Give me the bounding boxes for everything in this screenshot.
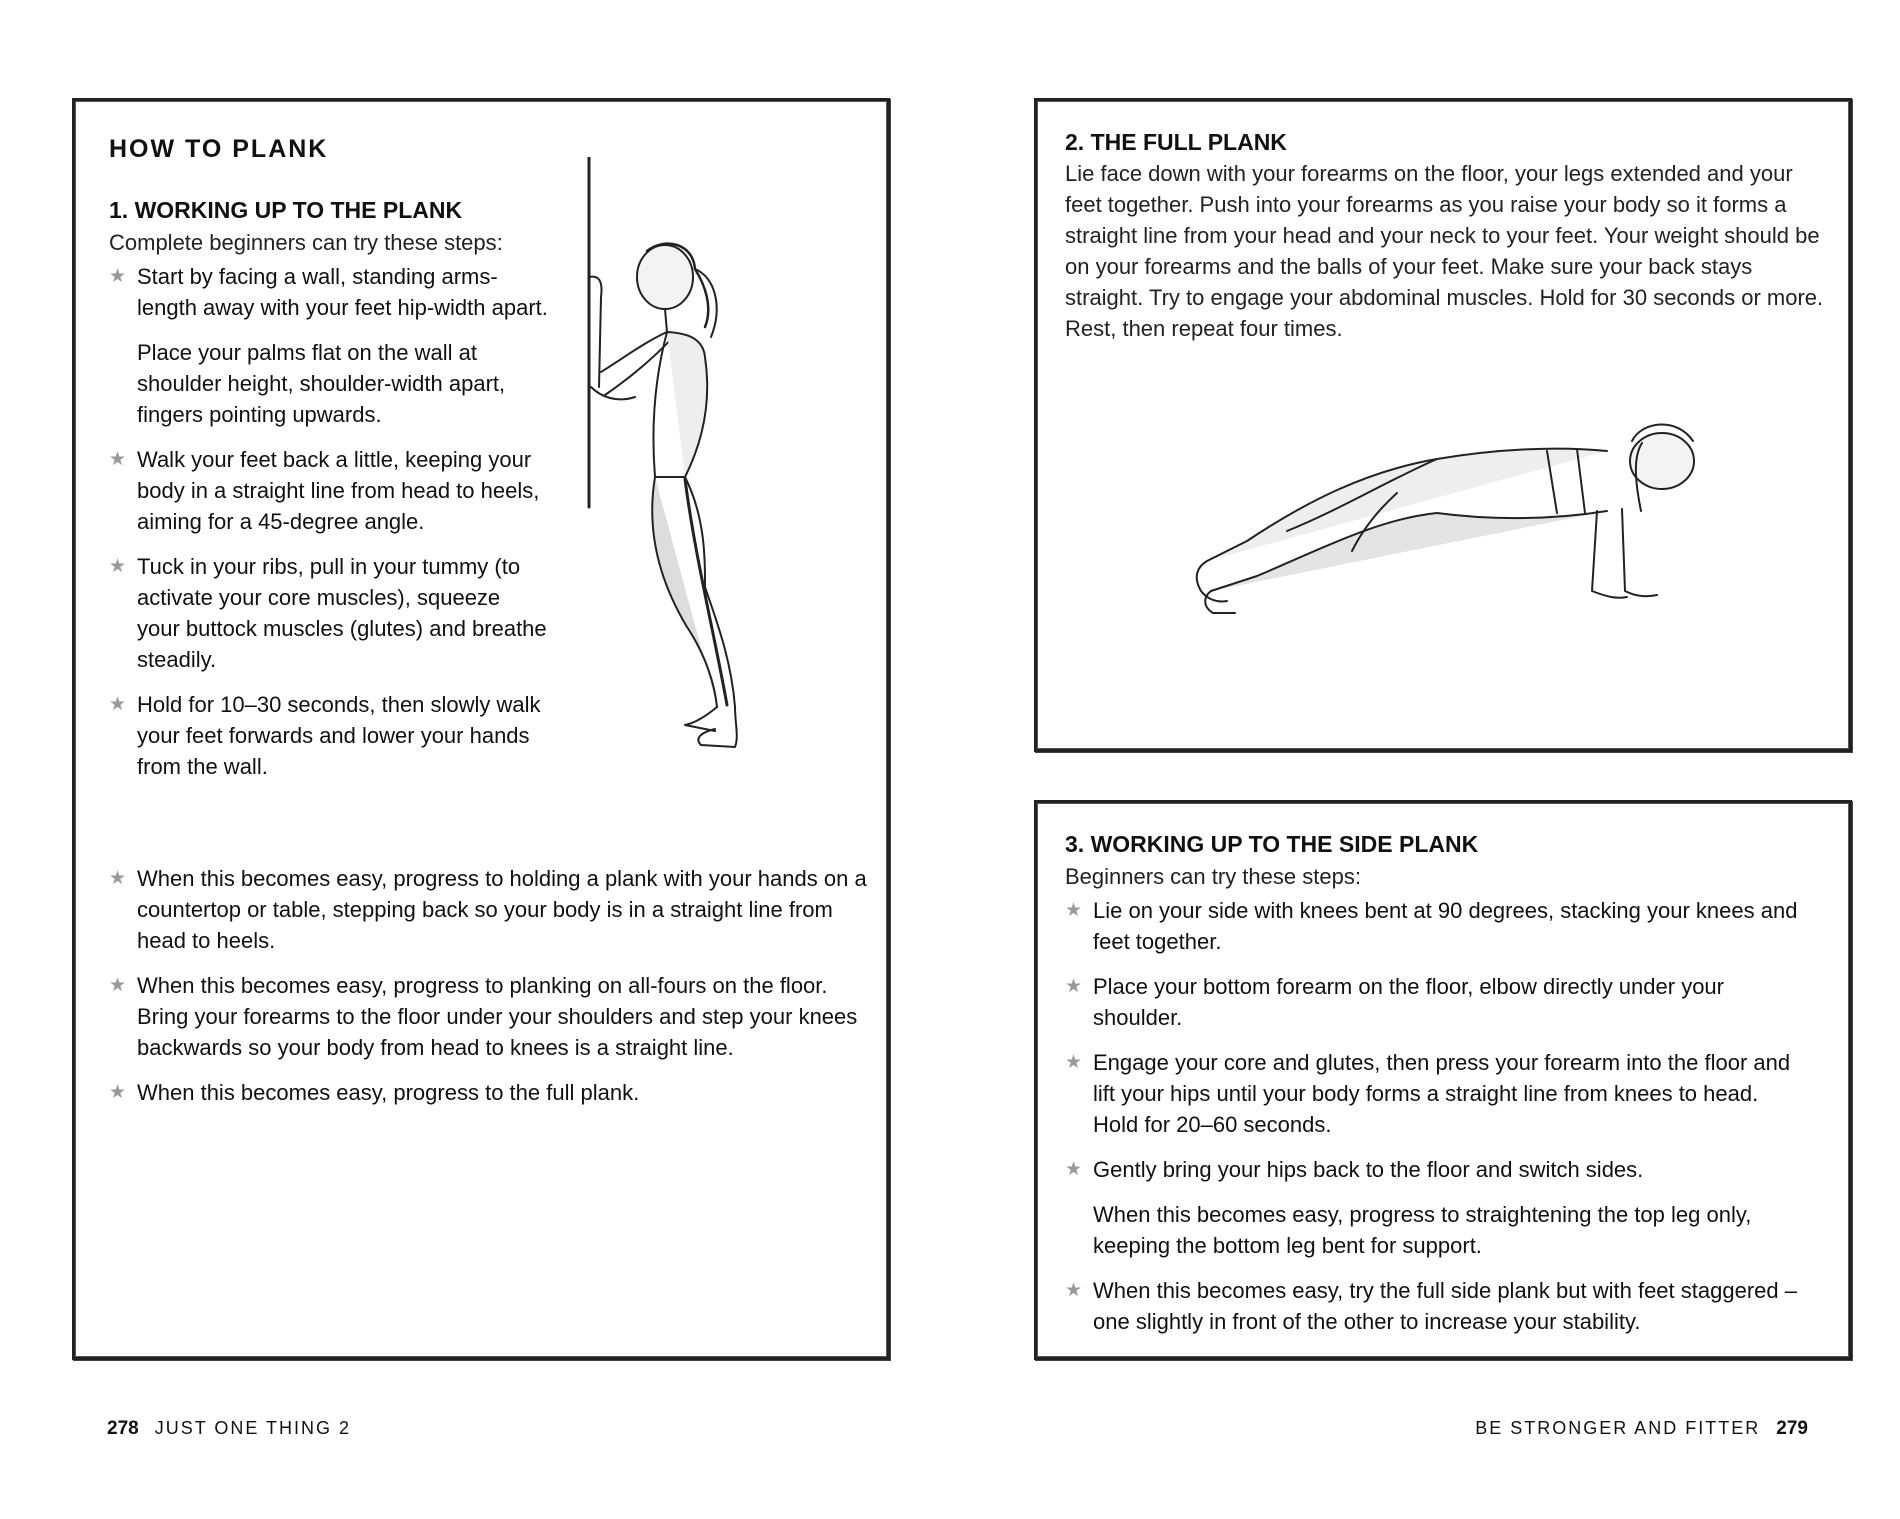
list-item: ★ When this becomes easy, progress to planking on all-fours on the floor. Bring your forearms to the floor under your shoulders and step your knees backwards so your body from head to knees is a straight line. xyxy=(109,970,869,1063)
footer-right xyxy=(1475,1418,1808,1440)
list-item: ★ Walk your feet back a little, keeping your body in a straight line from head to heels, aiming for a 45-degree angle. xyxy=(109,444,549,537)
list-item: ★ Hold for 10–30 seconds, then slowly walk your feet forwards and lower your hands from the wall. xyxy=(109,689,549,782)
wall-plank-illustration xyxy=(555,157,815,777)
list-item: ★ Engage your core and glutes, then press your forearm into the floor and lift your hips until your body forms a straight line from knees to head. Hold for 20–60 seconds. xyxy=(1065,1047,1805,1140)
section1-steps-continued xyxy=(109,863,869,1122)
star-icon: ★ xyxy=(109,556,127,577)
list-item: ★ Gently bring your hips back to the floor and switch sides. xyxy=(1065,1154,1805,1185)
list-item: ★ Start by facing a wall, standing arms-length away with your feet hip-width apart. xyxy=(109,261,549,323)
star-icon: ★ xyxy=(1065,1280,1083,1301)
list-item: ★ When this becomes easy, progress to the full plank. xyxy=(109,1077,869,1108)
star-icon: ★ xyxy=(109,266,127,287)
section3-steps xyxy=(1065,895,1805,1351)
section1-heading: 1. WORKING UP TO THE PLANK xyxy=(109,197,463,223)
section-side-plank xyxy=(1065,831,1825,892)
page-number-left: 278 xyxy=(107,1418,139,1439)
section1-intro: Complete beginners can try these steps: xyxy=(109,230,503,255)
star-icon: ★ xyxy=(109,694,127,715)
star-icon: ★ xyxy=(1065,900,1083,921)
section2-heading: 2. THE FULL PLANK xyxy=(1065,129,1287,155)
side-plank-box xyxy=(1034,800,1852,1360)
list-item: ★ When this becomes easy, try the full side plank but with feet staggered – one slightly in front of the other to increase your stability. xyxy=(1065,1275,1805,1337)
section1-steps xyxy=(109,261,549,796)
chapter-title: BE STRONGER AND FITTER xyxy=(1475,1418,1761,1438)
list-item: ★ Place your bottom forearm on the floor, elbow directly under your shoulder. xyxy=(1065,971,1805,1033)
full-plank-illustration xyxy=(1137,401,1717,641)
page-title: HOW TO PLANK xyxy=(109,135,329,163)
star-icon: ★ xyxy=(109,975,127,996)
book-title: JUST ONE THING 2 xyxy=(154,1418,352,1438)
section3-intro: Beginners can try these steps: xyxy=(1065,864,1361,889)
star-icon: ★ xyxy=(109,449,127,470)
page-number-right: 279 xyxy=(1776,1418,1808,1439)
section-full-plank xyxy=(1065,129,1825,344)
star-icon: ★ xyxy=(1065,1159,1083,1180)
full-plank-box xyxy=(1034,98,1852,752)
section3-heading: 3. WORKING UP TO THE SIDE PLANK xyxy=(1065,831,1479,857)
star-icon: ★ xyxy=(1065,1052,1083,1073)
list-item: ★ When this becomes easy, progress to holding a plank with your hands on a countertop or table, stepping back so your body is in a straight line from head to heels. xyxy=(109,863,869,956)
list-item: Place your palms flat on the wall at shoulder height, shoulder-width apart, fingers pointing upwards. xyxy=(137,340,506,427)
section2-body: Lie face down with your forearms on the floor, your legs extended and your feet together. Push into your forearms as you raise your body so it forms a straight line from your head and your neck to your feet. Your weight should be on your forearms and the balls of your feet. Make sure your back stays straight. Try to engage your abdominal muscles. Hold for 30 seconds or more. Rest, then repeat four times. xyxy=(1065,161,1824,341)
star-icon: ★ xyxy=(109,868,127,889)
star-icon: ★ xyxy=(109,1082,127,1103)
how-to-plank-box xyxy=(72,98,890,1360)
list-item: When this becomes easy, progress to straightening the top leg only, keeping the bottom leg bent for support. xyxy=(1093,1202,1752,1258)
star-icon: ★ xyxy=(1065,976,1083,997)
footer-left xyxy=(107,1418,351,1440)
list-item: ★ Lie on your side with knees bent at 90 degrees, stacking your knees and feet together. xyxy=(1065,895,1805,957)
list-item: ★ Tuck in your ribs, pull in your tummy (to activate your core muscles), squeeze your buttock muscles (glutes) and breathe steadily. xyxy=(109,551,549,675)
